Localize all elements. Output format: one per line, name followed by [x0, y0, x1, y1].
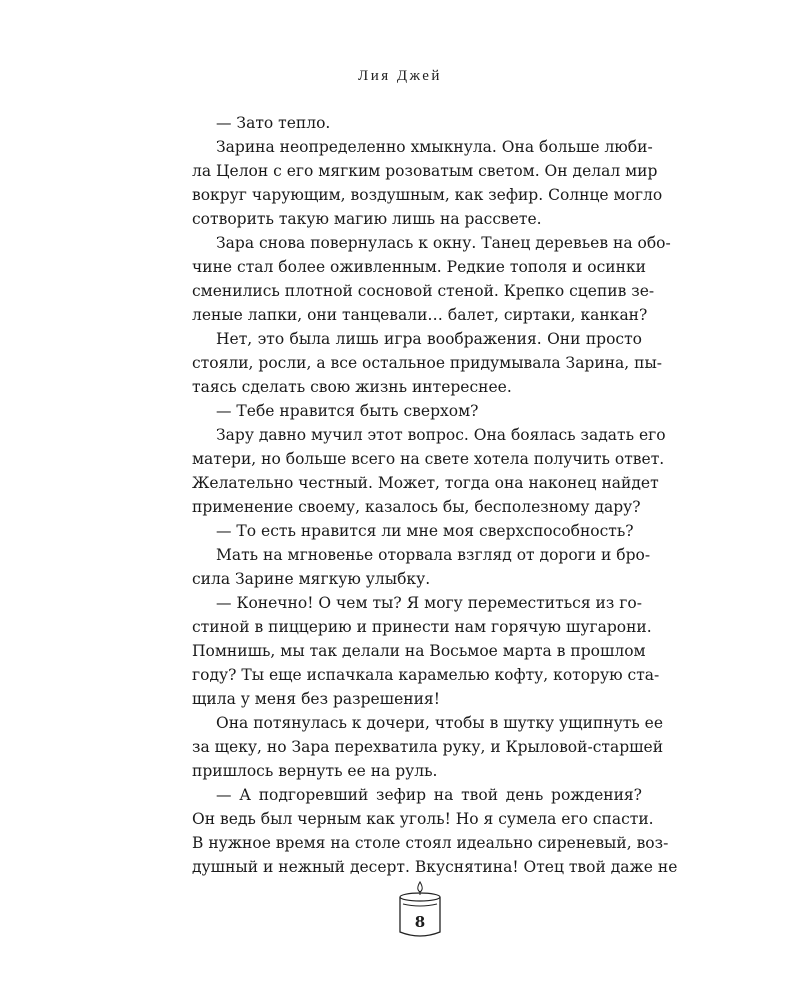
text-line: вокруг чарующим, воздушным, как зефир. Солнце могло [192, 186, 663, 204]
text-line: Зара снова повернулась к окну. Танец деревьев на обо- [216, 234, 671, 252]
text-line: Мать на мгновенье оторвала взгляд от дороги и бро- [216, 546, 651, 564]
text-line: стиной в пиццерию и принести нам горячую шугарони. [192, 618, 652, 636]
text-line: леные лапки, они танцевали… балет, сиртаки, канкан? [192, 306, 648, 324]
running-head-author: Лия Джей [358, 68, 442, 84]
page-number-candle [397, 880, 443, 940]
text-line: Он ведь был черным как уголь! Но я сумела его спасти. [192, 810, 654, 828]
text-line: — Конечно! О чем ты? Я могу переместиться из го- [216, 594, 642, 612]
text-line: пришлось вернуть ее на руль. [192, 762, 438, 780]
text-line: душный и нежный десерт. Вкуснятина! Отец твой даже не [192, 858, 678, 876]
text-line: щила у меня без разрешения! [192, 690, 440, 708]
text-line: — Тебе нравится быть сверхом? [216, 402, 479, 420]
text-line: В нужное время на столе стоял идеально сиреневый, воз- [192, 834, 669, 852]
candle-icon [397, 880, 443, 940]
text-line: — Зато тепло. [216, 114, 331, 132]
text-line: стояли, росли, а все остальное придумывала Зарина, пы- [192, 354, 663, 372]
text-line: ла Целон с его мягким розоватым светом. Он делал мир [192, 162, 658, 180]
body-text [192, 111, 678, 879]
text-line: Помнишь, мы так делали на Восьмое марта в прошлом [192, 642, 646, 660]
text-line: — То есть нравится ли мне моя сверхспособность? [216, 522, 634, 540]
text-line: Нет, это была лишь игра воображения. Они просто [216, 330, 642, 348]
text-line: Зару давно мучил этот вопрос. Она боялась задать его [216, 426, 666, 444]
text-line: таясь сделать свою жизнь интереснее. [192, 378, 512, 396]
text-line: сотворить такую магию лишь на рассвете. [192, 210, 542, 228]
text-line: сменились плотной сосновой стеной. Крепко сцепив зе- [192, 282, 655, 300]
text-line: Она потянулась к дочери, чтобы в шутку ущипнуть ее [216, 714, 663, 732]
text-line: применение своему, казалось бы, бесполезному дару? [192, 498, 641, 516]
text-line: — А подгоревший зефир на твой день рождения? [216, 786, 642, 804]
page-number: 8 [414, 913, 426, 931]
text-line: Зарина неопределенно хмыкнула. Она больше люби- [216, 138, 653, 156]
text-line: матери, но больше всего на свете хотела получить ответ. [192, 450, 665, 468]
text-line: за щеку, но Зара перехватила руку, и Крыловой-старшей [192, 738, 664, 756]
text-line: Желательно честный. Может, тогда она наконец найдет [192, 474, 659, 492]
text-line: году? Ты еще испачкала карамелью кофту, которую ста- [192, 666, 660, 684]
text-line: сила Зарине мягкую улыбку. [192, 570, 431, 588]
text-line: чине стал более оживленным. Редкие тополя и осинки [192, 258, 646, 276]
